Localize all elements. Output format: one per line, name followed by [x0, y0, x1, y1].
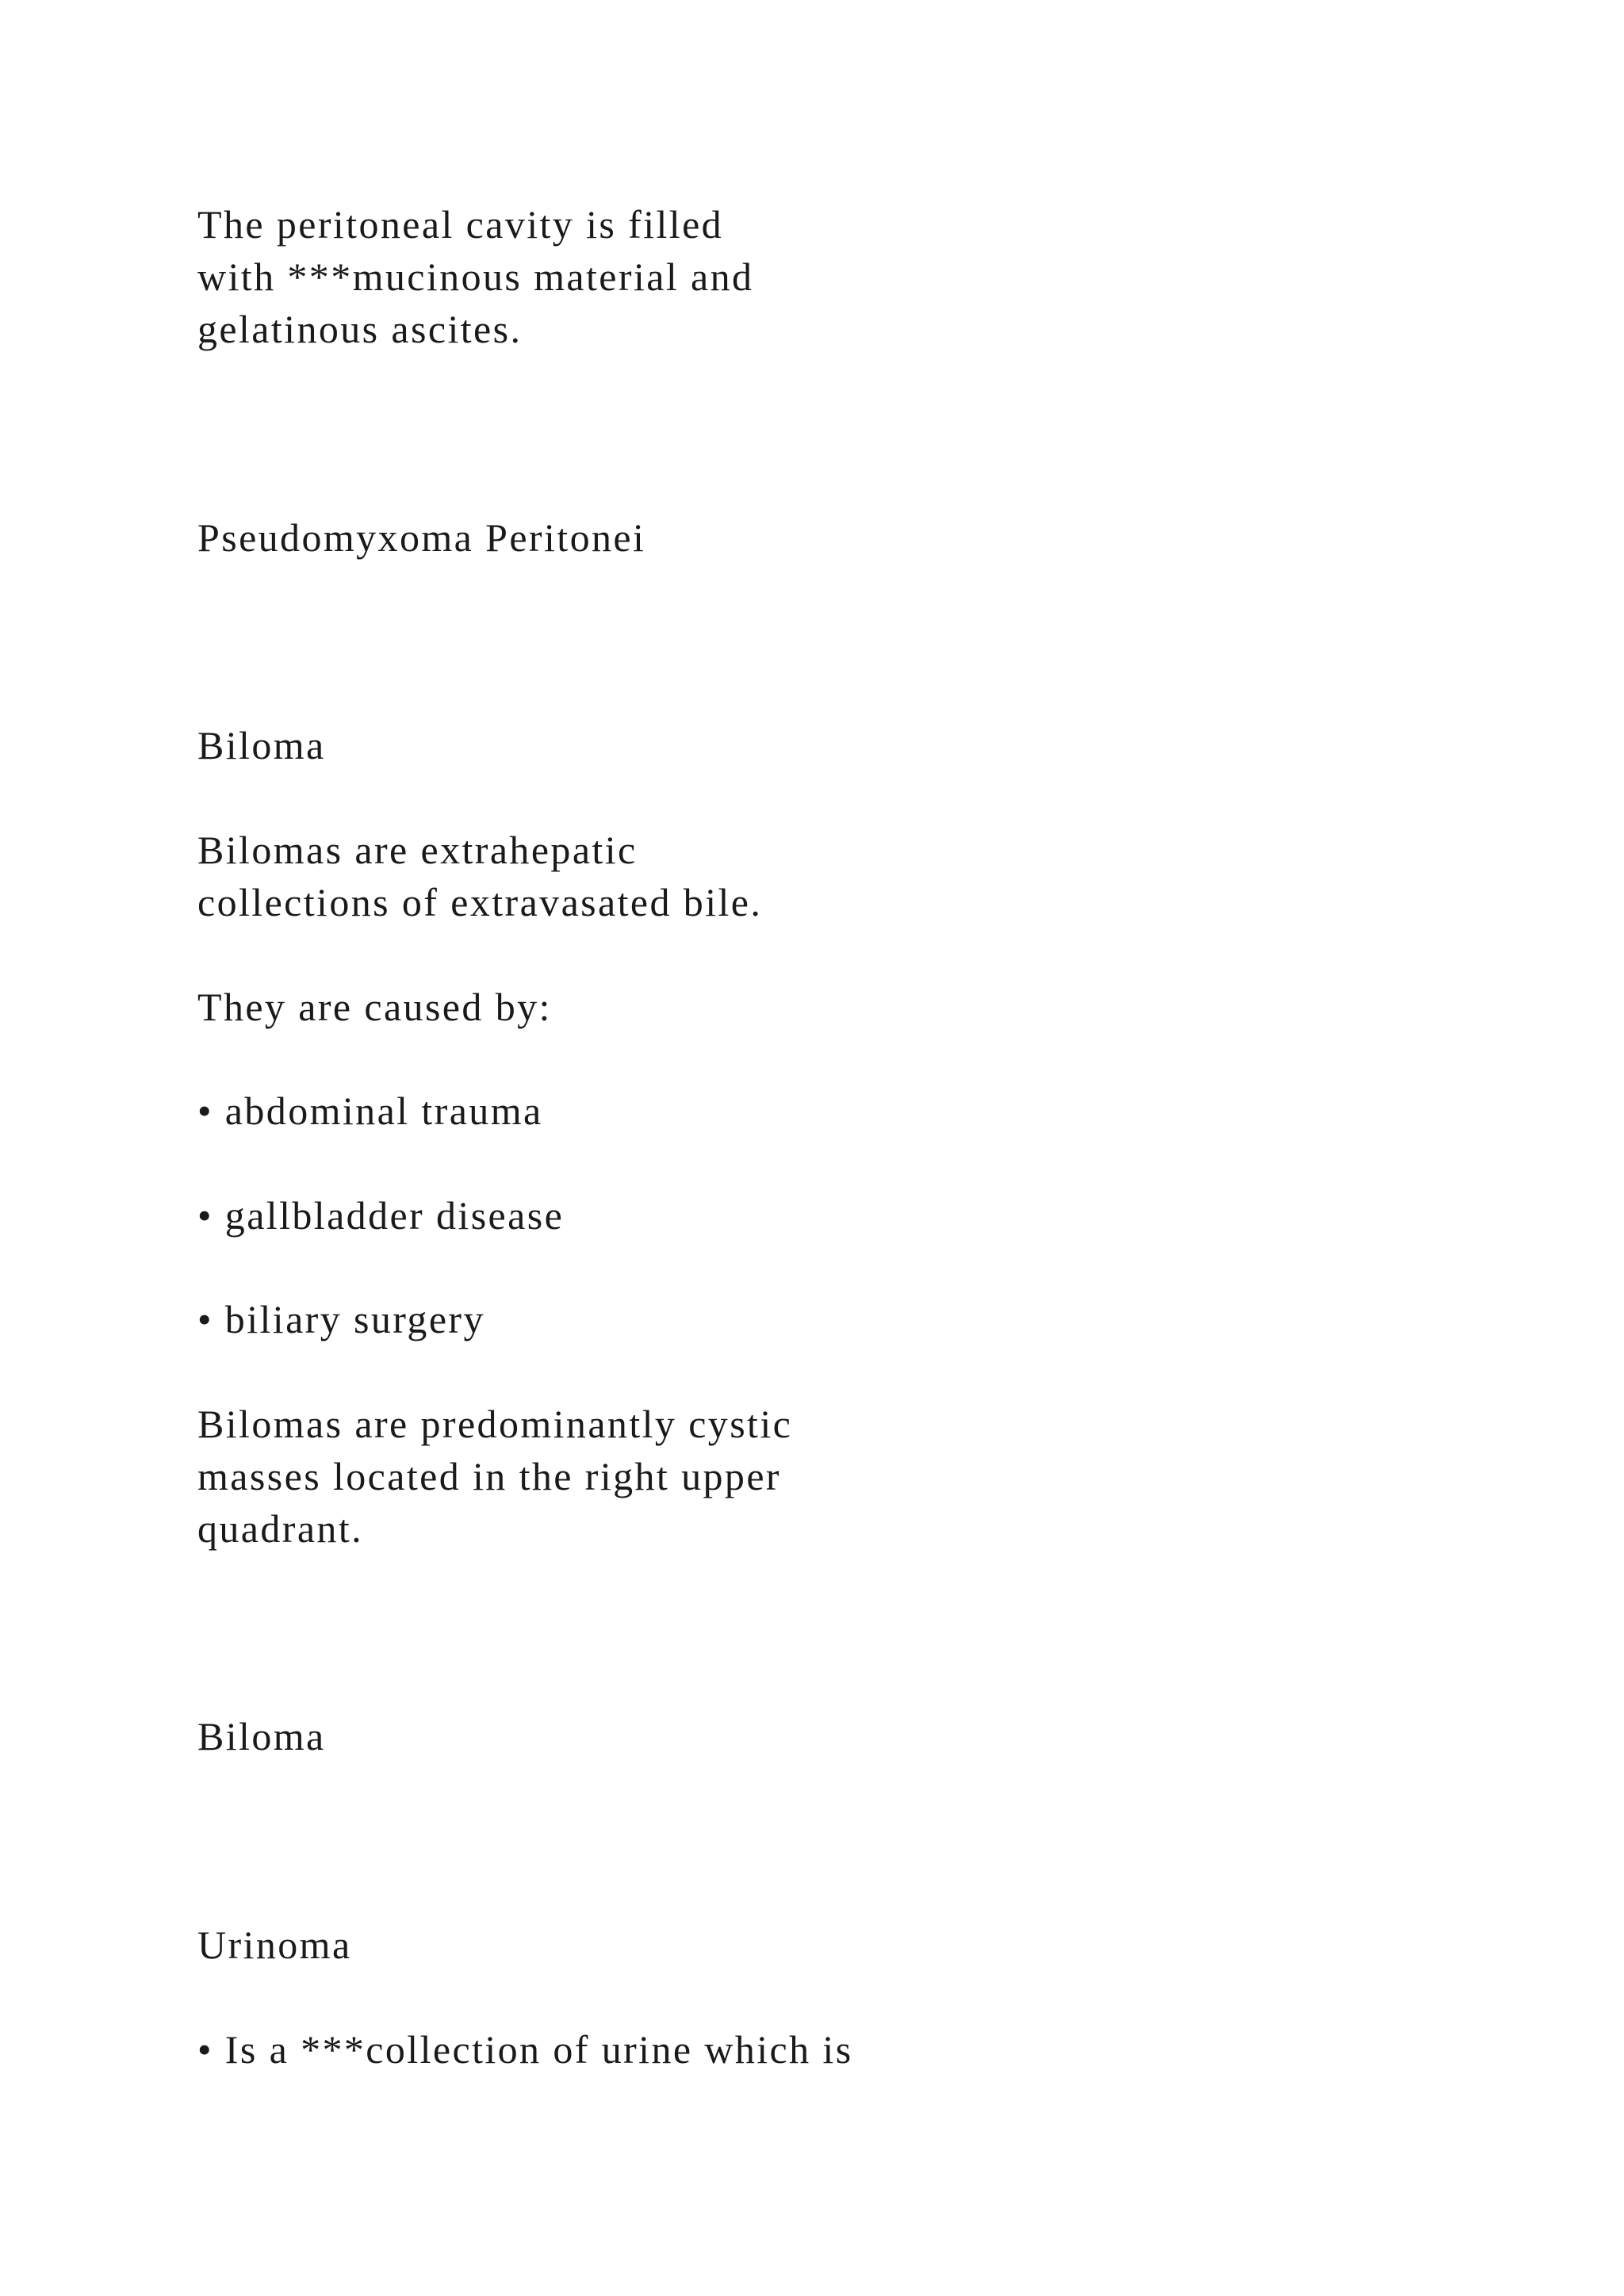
biloma-location-line-1: Bilomas are predominantly cystic: [197, 1402, 793, 1446]
biloma-location-line-3: quadrant.: [197, 1506, 364, 1551]
cause-list-item: • abdominal trauma: [197, 1089, 543, 1133]
causes-intro: They are caused by:: [197, 985, 552, 1029]
cause-list-item: • gallbladder disease: [197, 1193, 565, 1238]
heading-biloma: Biloma: [197, 1714, 326, 1758]
cause-list-item: • biliary surgery: [197, 1297, 485, 1341]
urinoma-list-item: • Is a ***collection of urine which is: [197, 2027, 853, 2072]
intro-line-1: The peritoneal cavity is filled: [197, 202, 724, 247]
biloma-location-line-2: masses located in the right upper: [197, 1454, 781, 1498]
intro-line-3: gelatinous ascites.: [197, 307, 523, 351]
heading-urinoma: Urinoma: [197, 1923, 352, 1967]
biloma-definition-line-1: Bilomas are extrahepatic: [197, 828, 638, 872]
heading-biloma: Biloma: [197, 723, 326, 767]
intro-line-2: with ***mucinous material and: [197, 254, 754, 299]
biloma-definition-line-2: collections of extravasated bile.: [197, 880, 763, 924]
heading-pseudomyxoma-peritonei: Pseudomyxoma Peritonei: [197, 515, 646, 560]
